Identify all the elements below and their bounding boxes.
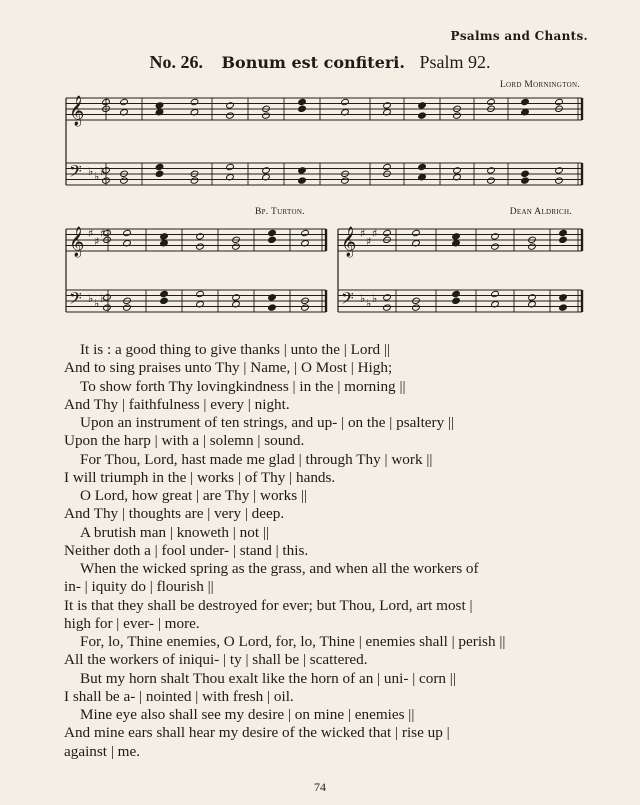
svg-text:♭: ♭ xyxy=(94,170,100,183)
verse-line: O Lord, how great | are Thy | works || xyxy=(80,487,307,504)
svg-text:♭: ♭ xyxy=(372,292,378,305)
page-number: 74 xyxy=(314,780,326,794)
svg-text:♯: ♯ xyxy=(100,227,106,240)
verse-line: Upon an instrument of ten strings, and up- | on the | psaltery || xyxy=(80,414,455,431)
svg-text:𝄞: 𝄞 xyxy=(69,96,85,126)
svg-text:𝄞: 𝄞 xyxy=(69,227,85,257)
svg-text:♭: ♭ xyxy=(88,292,94,305)
verse-line: I shall be a- | nointed | with fresh | oil. xyxy=(64,687,294,705)
psalm-text xyxy=(64,341,604,761)
svg-text:♯: ♯ xyxy=(372,227,378,240)
verse-line: When the wicked spring as the grass, and when all the workers of xyxy=(80,560,479,577)
svg-text:♭: ♭ xyxy=(366,297,372,310)
music-notation xyxy=(0,0,640,340)
verse-line: It is : a good thing to give thanks | unto the | Lord || xyxy=(80,341,390,358)
verse-line: A brutish man | knoweth | not || xyxy=(80,523,269,541)
verse-line: I will triumph in the | works | of Thy | hands. xyxy=(64,468,336,486)
svg-text:𝄞: 𝄞 xyxy=(341,227,357,257)
composer-dean-aldrich: Dean Aldrich. xyxy=(509,207,572,217)
verse-line: It is that they shall be destroyed for ever; but Thou, Lord, art most | xyxy=(64,596,473,614)
verse-line: in- | iquity do | flourish || xyxy=(64,578,214,596)
verse-line: For Thou, Lord, hast made me glad | through Thy | work || xyxy=(80,450,433,468)
verse-line: against | me. xyxy=(64,742,141,760)
verse-line: Mine eye also shall see my desire | on mine | enemies || xyxy=(80,706,415,723)
svg-text:♯: ♯ xyxy=(366,235,372,248)
svg-text:𝄢: 𝄢 xyxy=(69,161,82,185)
composer-lord-mornington: Lord Mornington. xyxy=(499,80,580,90)
svg-text:♭: ♭ xyxy=(360,292,366,305)
verse-line: And to sing praises unto Thy | Name, | O Most | High; xyxy=(64,359,393,377)
verse-line: But my horn shalt Thou exalt like the horn of an | uni- | corn || xyxy=(80,669,456,687)
chant-latin-title: Bonum est confiteri. xyxy=(221,53,405,72)
verse-line: Upon the harp | with a | solemn | sound. xyxy=(64,432,305,450)
svg-text:𝄢: 𝄢 xyxy=(69,288,82,312)
svg-text:♯: ♯ xyxy=(88,227,94,240)
svg-text:♭: ♭ xyxy=(100,165,106,178)
running-title: Psalms and Chants. xyxy=(450,29,588,43)
verse-line: And Thy | faithfulness | every | night. xyxy=(64,395,290,413)
verse-line: high for | ever- | more. xyxy=(64,614,200,632)
verse-line: All the workers of iniqui- | ty | shall be | scattered. xyxy=(64,651,368,669)
svg-text:♭: ♭ xyxy=(94,297,100,310)
svg-text:𝄢: 𝄢 xyxy=(341,288,354,312)
verse-line: To show forth Thy lovingkindness | in the | morning || xyxy=(80,377,406,395)
composer-bp-turton: Bp. Turton. xyxy=(255,207,305,217)
svg-text:♭: ♭ xyxy=(100,292,106,305)
svg-text:♭: ♭ xyxy=(88,165,94,178)
verse-line: Neither doth a | fool under- | stand | this. xyxy=(64,541,309,559)
verse-line: And mine ears shall hear my desire of the wicked that | rise up | xyxy=(64,724,450,742)
psalm-reference: Psalm 92. xyxy=(419,52,491,72)
verse-line: And Thy | thoughts are | very | deep. xyxy=(64,505,285,523)
svg-text:♯: ♯ xyxy=(360,227,366,240)
verse-line: For, lo, Thine enemies, O Lord, for, lo, Thine | enemies shall | perish || xyxy=(80,633,506,650)
svg-text:♯: ♯ xyxy=(94,235,100,248)
chant-number: No. 26. xyxy=(149,52,204,72)
